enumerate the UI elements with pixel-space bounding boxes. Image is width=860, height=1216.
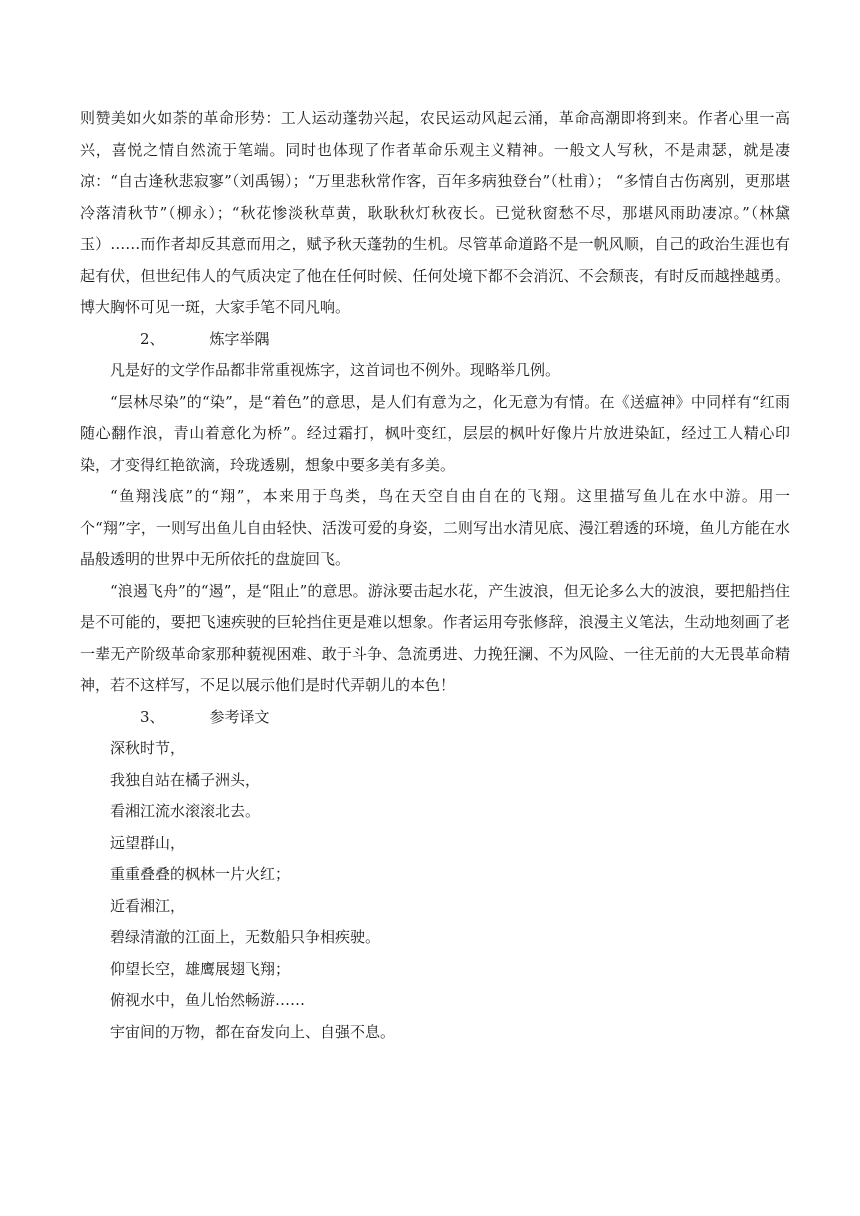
section-heading-3 bbox=[80, 702, 790, 734]
translation-line: 看湘江流水滚滚北去。 bbox=[110, 802, 261, 820]
translation-line: 近看湘江， bbox=[110, 896, 186, 915]
body-paragraph: 凡是好的文学作品都非常重视炼字，这首词也不例外。现略举几例。 bbox=[110, 361, 561, 379]
translation-line: 重重叠叠的枫林一片火红； bbox=[110, 865, 291, 883]
translation-line: 仰望长空，雄鹰展翅飞翔； bbox=[110, 959, 291, 978]
translation-line: 宇宙间的万物，都在奋发向上、自强不息。 bbox=[110, 1022, 396, 1041]
body-paragraph: “层林尽染”的“染”，是“着色”的意思，是人们有意为之，化无意为有情。在《送瘟神》中同样有“红雨随心翻作浪，青山着意化为桥”。经过霜打，枫叶变红，层层的枫叶好像片片放进染缸，经过工人精心印染，才变得红艳欲滴，玲珑透剔，想象中要多美有多美。 bbox=[80, 392, 790, 474]
translation-line: 深秋时节， bbox=[110, 739, 186, 757]
body-paragraph: “鱼翔浅底”的“翔”，本来用于鸟类，鸟在天空自由自在的飞翔。这里描写鱼儿在水中游。用一个“翔”字，一则写出鱼儿自由轻快、活泼可爱的身姿，二则写出水清见底、漫江碧透的环境，鱼儿方能在水晶般透明的世界中无所依托的盘旋回飞。 bbox=[80, 487, 790, 568]
section-number: 2、 bbox=[140, 329, 165, 348]
translation-line: 俯视水中，鱼儿怡然畅游…… bbox=[110, 991, 306, 1009]
translation-line: 我独自站在橘子洲头， bbox=[110, 770, 261, 789]
document-body bbox=[80, 103, 790, 1048]
section-heading-2 bbox=[80, 324, 790, 356]
intro-paragraph: 则赞美如火如荼的革命形势：工人运动蓬勃兴起，农民运动风起云涌，革命高潮即将到来。作者心里一高兴，喜悦之情自然流于笔端。同时也体现了作者革命乐观主义精神。一般文人写秋，不是肃瑟，就是凄凉：“自古逢秋悲寂寥”（刘禹锡）；“万里悲秋常作客，百年多病独登台”（杜甫）； “多情自古伤离别，更那堪冷落清秋节”（柳永）；“秋花惨淡秋草黄，耿耿秋灯秋夜长。已觉秋窗愁不尽，那堪风雨助凄凉。”（林黛玉）……而作者却反其意而用之，赋予秋天蓬勃的生机。尽管革命道路不是一帆风顺，自己的政治生涯也有起有伏，但世纪伟人的气质决定了他在任何时候、任何处境下都不会消沉、不会颓丧，有时反而越挫越勇。博大胸怀可见一斑，大家手笔不同凡响。 bbox=[80, 109, 790, 316]
section-title: 炼字举隅 bbox=[209, 329, 270, 348]
translation-line: 碧绿清澈的江面上，无数船只争相疾驶。 bbox=[110, 928, 381, 946]
translation-line: 远望群山， bbox=[110, 833, 186, 852]
section-number: 3、 bbox=[140, 707, 165, 726]
body-paragraph: “浪遏飞舟”的“遏”，是“阻止”的意思。游泳要击起水花，产生波浪，但无论多么大的波浪，要把船挡住是不可能的，要把飞速疾驶的巨轮挡住更是难以想象。作者运用夸张修辞，浪漫主义笔法，生动地刻画了老一辈无产阶级革命家那种藐视困难、敢于斗争、急流勇进、力挽狂澜、不为风险、一往无前的大无畏革命精神，若不这样写，不足以展示他们是时代弄朝儿的本色！ bbox=[80, 581, 790, 694]
section-title: 参考译文 bbox=[209, 707, 270, 726]
